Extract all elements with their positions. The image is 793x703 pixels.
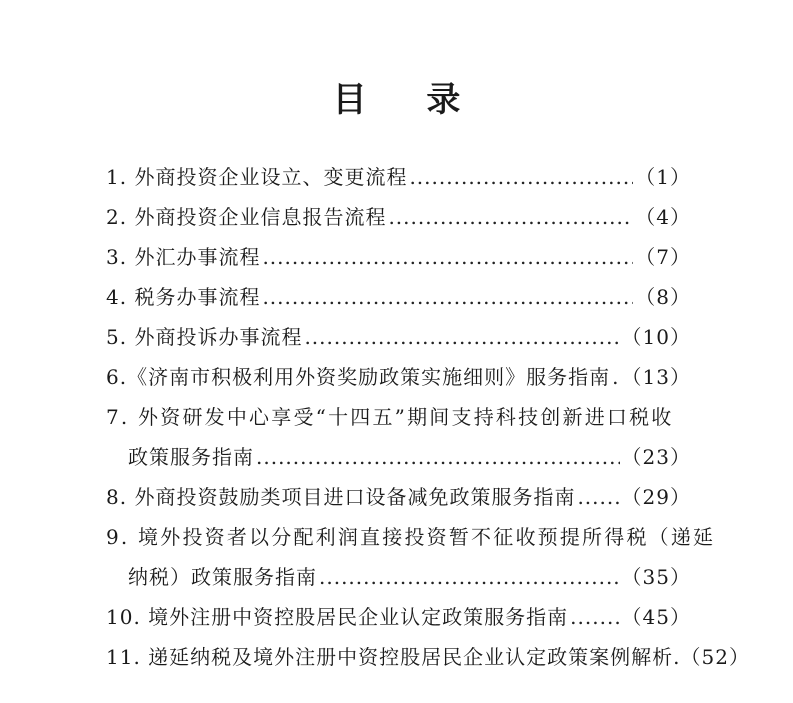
dot-leader bbox=[570, 602, 619, 632]
toc-entry-label: 政策服务指南 bbox=[128, 445, 254, 469]
dot-leader bbox=[409, 162, 633, 192]
toc-entry-5[interactable] bbox=[106, 322, 691, 352]
toc-entry-label: 8. 外商投资鼓励类项目进口设备减免政策服务指南 bbox=[106, 485, 576, 509]
toc-entry-label: 9. 境外投资者以分配利润直接投资暂不征收预提所得税（递延 bbox=[106, 525, 716, 549]
toc-entry-page: （52） bbox=[680, 645, 750, 669]
dot-leader bbox=[319, 562, 620, 592]
toc-title: 目 录 bbox=[332, 80, 485, 120]
toc-entry-4[interactable] bbox=[106, 282, 691, 312]
dot-leader bbox=[262, 242, 633, 272]
dot-leader bbox=[256, 442, 620, 472]
toc-entry-9-line1[interactable] bbox=[106, 522, 716, 552]
toc-entry-page: （8） bbox=[635, 285, 691, 309]
dot-leader bbox=[304, 322, 619, 352]
toc-entry-page: （29） bbox=[621, 485, 691, 509]
toc-entry-6[interactable] bbox=[106, 362, 691, 392]
toc-entry-page: （7） bbox=[635, 245, 691, 269]
toc-entry-label: 11. 递延纳税及境外注册中资控股居民企业认定政策案例解析. bbox=[106, 645, 681, 669]
toc-entry-page: （35） bbox=[621, 565, 691, 589]
toc-entry-page: （23） bbox=[621, 445, 691, 469]
dot-leader bbox=[388, 202, 633, 232]
toc-entry-label: 10. 境外注册中资控股居民企业认定政策服务指南 bbox=[106, 605, 569, 629]
toc-entry-page: （4） bbox=[635, 205, 691, 229]
toc-entry-label: 纳税）政策服务指南 bbox=[128, 565, 317, 589]
toc-entry-label: 3. 外汇办事流程 bbox=[106, 245, 261, 269]
toc-entry-label: 4. 税务办事流程 bbox=[106, 285, 261, 309]
dot-leader bbox=[262, 282, 633, 312]
toc-entry-11[interactable] bbox=[106, 642, 750, 672]
toc-entry-7-line2[interactable] bbox=[128, 442, 691, 472]
toc-entry-page: （13） bbox=[621, 365, 691, 389]
toc-entry-1[interactable] bbox=[106, 162, 691, 192]
toc-entry-page: （45） bbox=[621, 605, 691, 629]
toc-entry-label: 1. 外商投资企业设立、变更流程 bbox=[106, 165, 408, 189]
toc-entry-label: 2. 外商投资企业信息报告流程 bbox=[106, 205, 387, 229]
toc-entry-7-line1[interactable] bbox=[106, 402, 691, 432]
toc-entry-8[interactable] bbox=[106, 482, 691, 512]
toc-entry-2[interactable] bbox=[106, 202, 691, 232]
toc-entry-label: 7. 外资研发中心享受“十四五”期间支持科技创新进口税收 bbox=[106, 405, 674, 429]
toc-entry-3[interactable] bbox=[106, 242, 691, 272]
dot-leader bbox=[577, 482, 619, 512]
toc-entry-label: 6.《济南市积极利用外资奖励政策实施细则》服务指南 bbox=[106, 365, 611, 389]
toc-entry-page: （10） bbox=[621, 325, 691, 349]
toc-entry-9-line2[interactable] bbox=[128, 562, 691, 592]
dot-leader bbox=[612, 362, 619, 392]
toc-entry-page: （1） bbox=[635, 165, 691, 189]
toc-entry-10[interactable] bbox=[106, 602, 691, 632]
toc-entry-label: 5. 外商投诉办事流程 bbox=[106, 325, 303, 349]
